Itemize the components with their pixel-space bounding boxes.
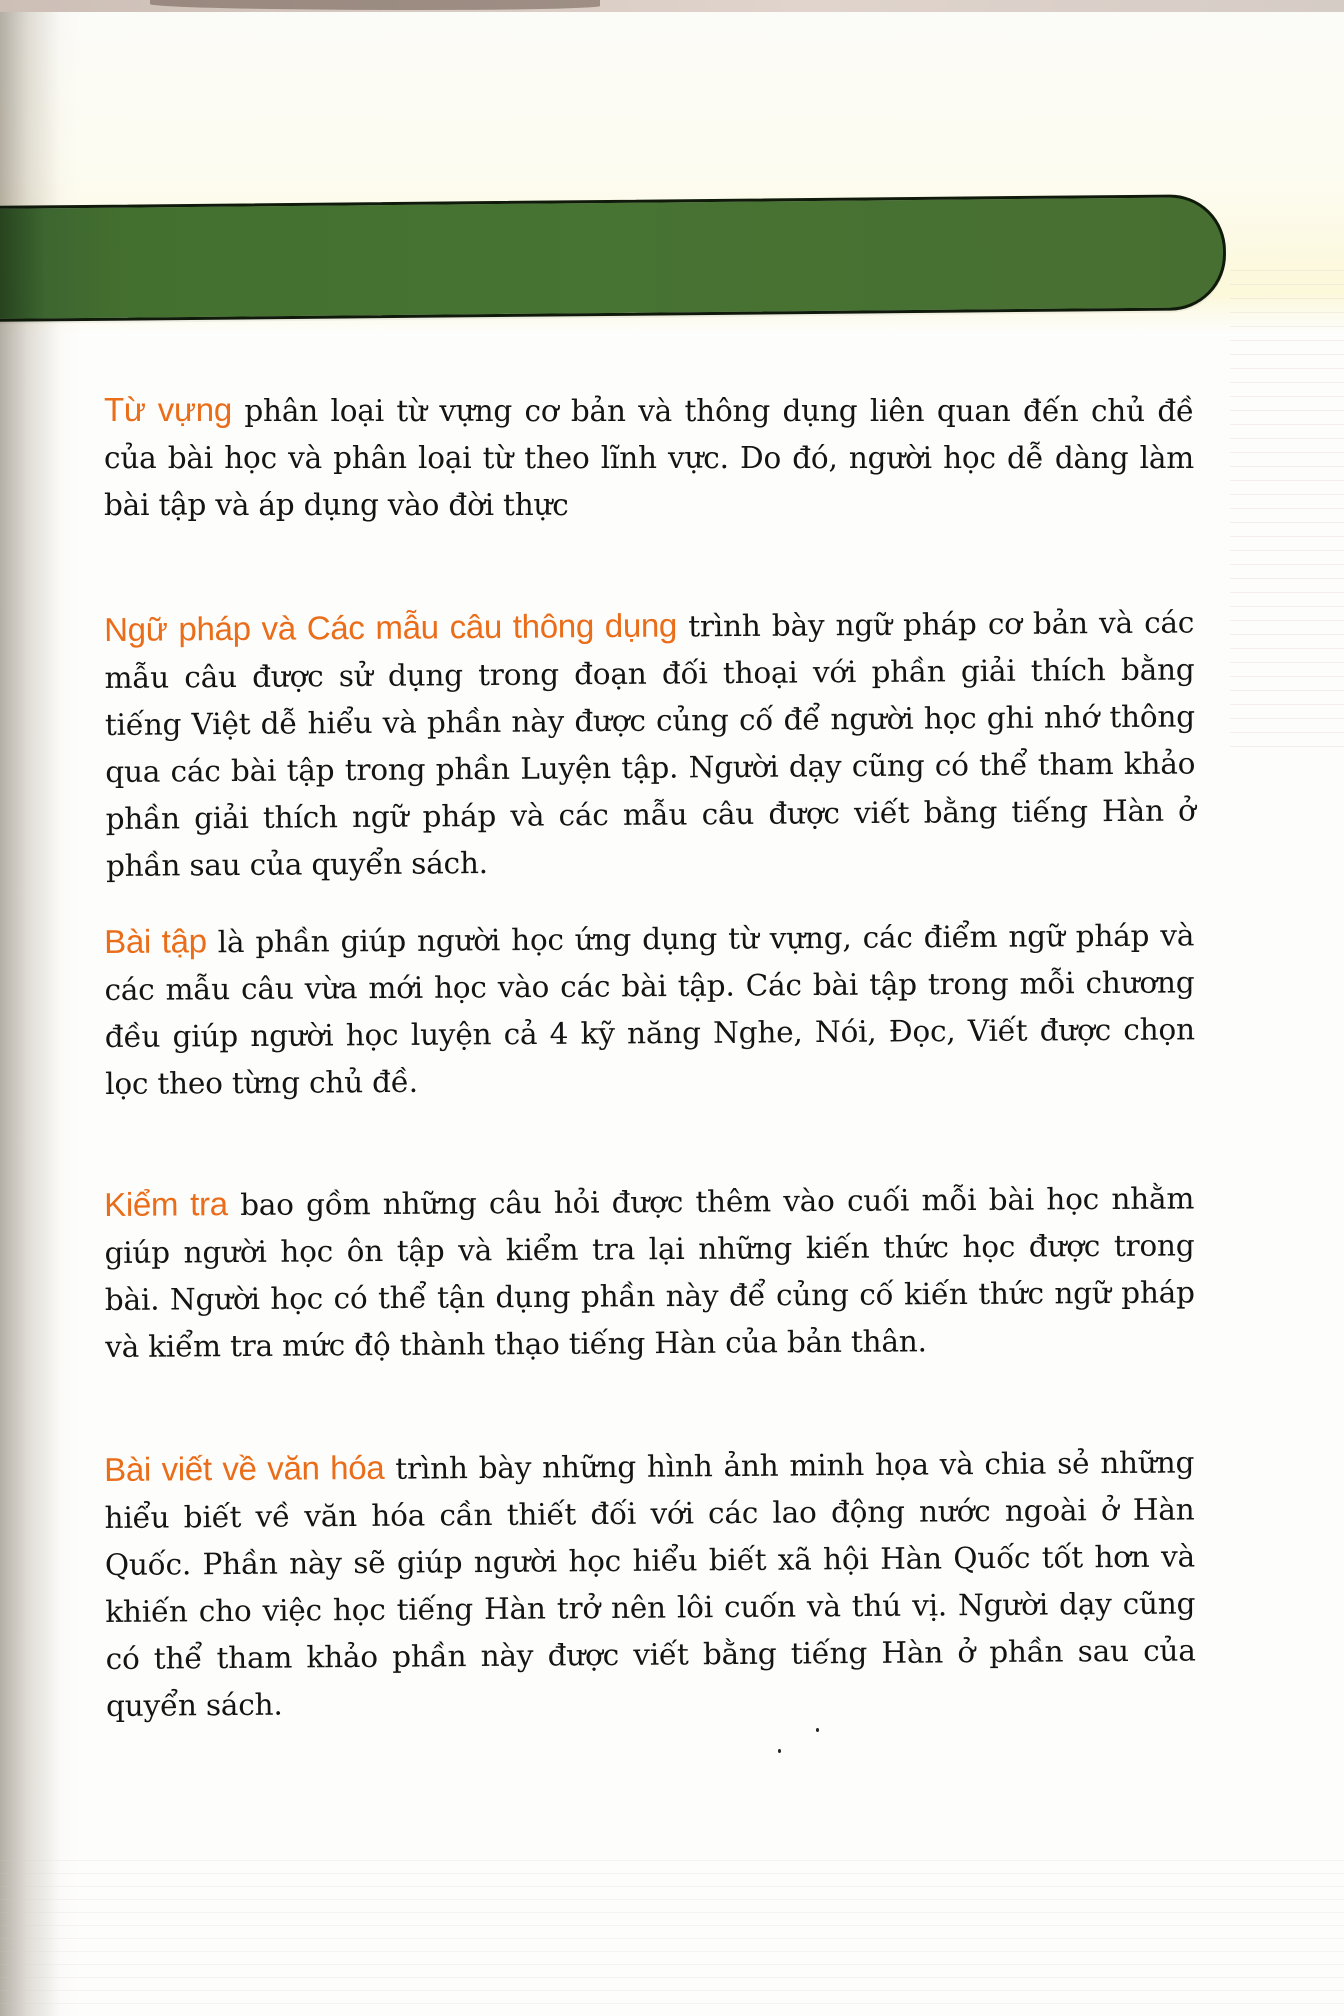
section-vocabulary (104, 386, 1194, 529)
print-speck (778, 1749, 781, 1753)
section-body: bao gồm những câu hỏi được thêm vào cuối mỗi bài học nhằm giúp người học ôn tập và kiểm tra lại những kiến thức học được trong bài. Người học có thể tận dụng phần này để củng cố kiến thức ngữ pháp và kiểm tra mức độ thành thạo tiếng Hàn của bản thân. (104, 1181, 1195, 1364)
section-grammar (104, 597, 1196, 890)
section-culture (104, 1437, 1196, 1730)
section-body: trình bày những hình ảnh minh họa và chia sẻ những hiểu biết về văn hóa cần thiết đối với các lao động nước ngoài ở Hàn Quốc. Phần này sẽ giúp người học hiểu biết xã hội Hàn Quốc tốt hơn và khiến cho việc học tiếng Hàn trở nên lôi cuốn và thú vị. Người dạy cũng có thể tham khảo phần này được viết bằng tiếng Hàn ở phần sau của quyển sách. (104, 1445, 1196, 1723)
section-body: phân loại từ vựng cơ bản và thông dụng liên quan đến chủ đề của bài học và phân loại từ theo lĩnh vực. Do đó, người học dễ dàng làm bài tập và áp dụng vào đời thực (104, 394, 1194, 522)
section-term: Bài viết về văn hóa (104, 1448, 385, 1488)
section-header-band (0, 194, 1226, 322)
section-term: Ngữ pháp và Các mẫu câu thông dụng (104, 606, 678, 648)
section-body: trình bày ngữ pháp cơ bản và các mẫu câu được sử dụng trong đoạn đối thoại với phần giải thích bằng tiếng Việt dễ hiểu và phần này được củng cố để người học ghi nhớ thông qua các bài tập trong phần Luyện tập. Người dạy cũng có thể tham khảo phần giải thích ngữ pháp và các mẫu câu được viết bằng tiếng Hàn ở phần sau của quyển sách. (104, 605, 1196, 883)
section-test (104, 1173, 1195, 1371)
section-exercises (104, 910, 1195, 1108)
section-term: Từ vựng (104, 391, 232, 428)
print-speck (816, 1728, 819, 1732)
section-term: Bài tập (104, 922, 207, 960)
show-through-lines-right (1230, 270, 1344, 750)
section-body: là phần giúp người học ứng dụng từ vựng, các điểm ngữ pháp và các mẫu câu vừa mới học vào các bài tập. Các bài tập trong mỗi chương đều giúp người học luyện cả 4 kỹ năng Nghe, Nói, Đọc, Viết được chọn lọc theo từng chủ đề. (104, 918, 1195, 1101)
show-through-lines-bottom (0, 1860, 1344, 2016)
section-term: Kiểm tra (104, 1185, 228, 1223)
